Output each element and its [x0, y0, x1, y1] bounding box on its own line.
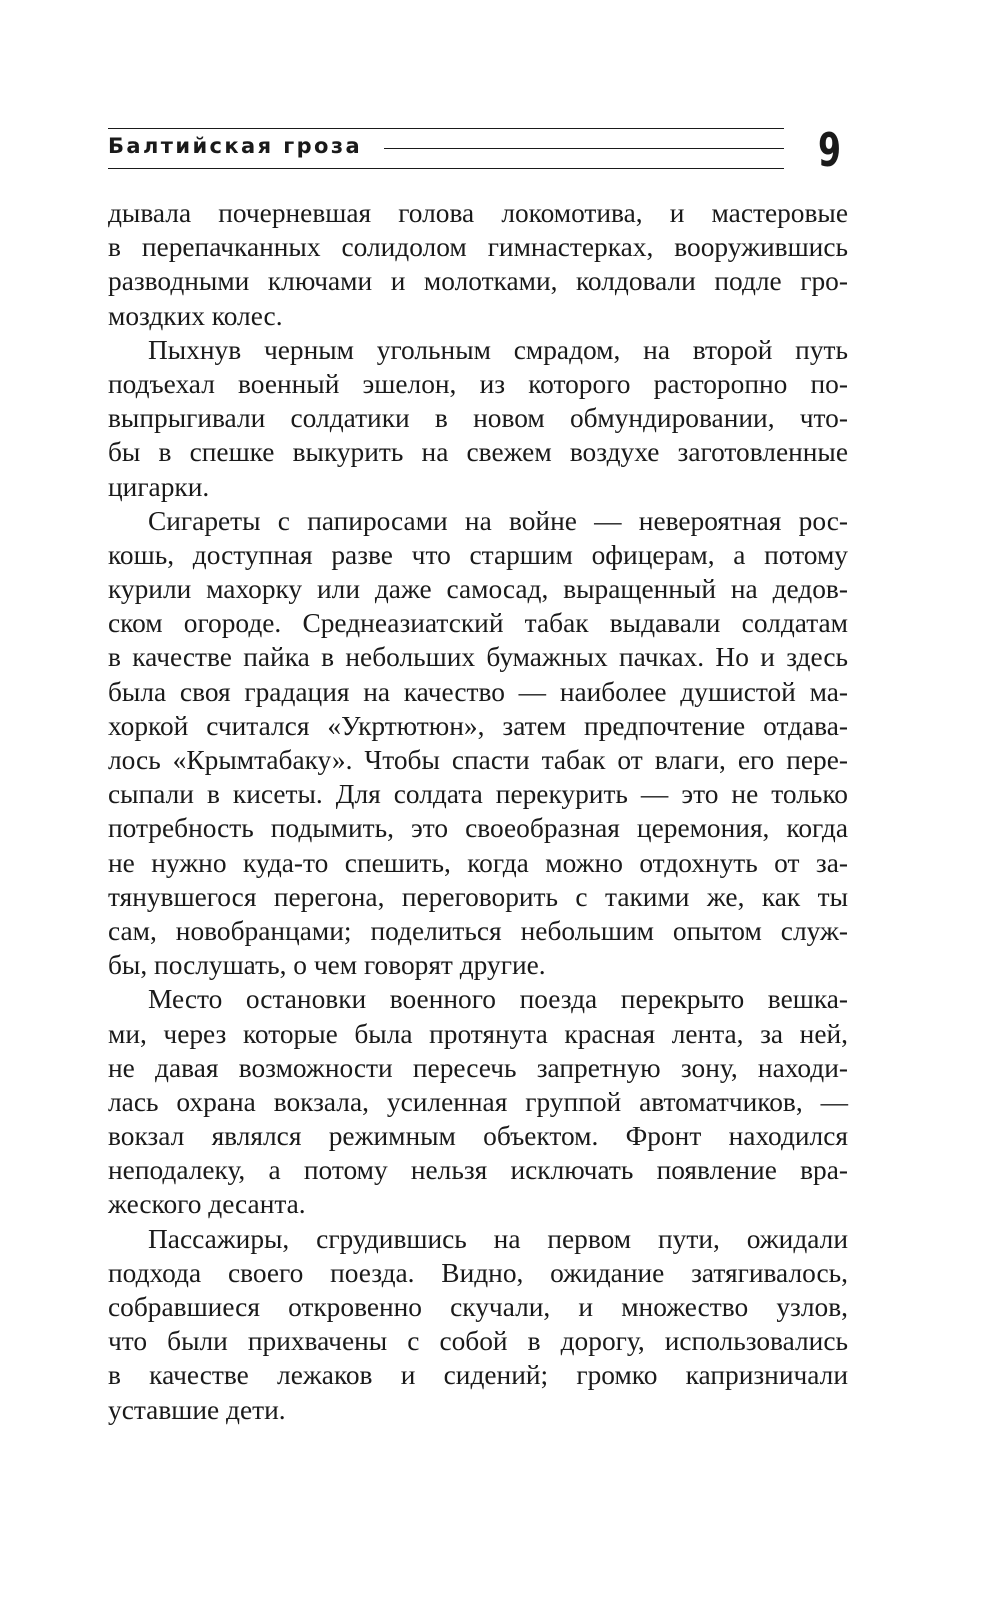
- text-line: Сигареты с папиросами на войне — невероятная рос-: [148, 505, 848, 536]
- text-line: собравшиеся откровенно скучали, и множество узлов,: [108, 1292, 848, 1322]
- paragraph: [108, 504, 848, 983]
- text-line: ском огороде. Среднеазиатский табак выдавали солдатам: [108, 608, 848, 639]
- text-line: лось «Крымтабаку». Чтобы спасти табак от влаги, его пере-: [108, 745, 848, 775]
- text-line: была своя градация на качество — наиболее душистой ма-: [108, 676, 848, 707]
- text-line: лась охрана вокзала, усиленная группой автоматчиков, —: [108, 1086, 848, 1117]
- text-line: ми, через которые была протянута красная лента, за ней,: [108, 1018, 848, 1049]
- paragraph: [108, 196, 848, 333]
- header-rule-middle: [384, 148, 784, 149]
- header-rule-top: [108, 128, 784, 129]
- paragraph: [108, 982, 848, 1221]
- header-rule-bottom: [108, 168, 784, 169]
- running-header: [108, 128, 784, 172]
- text-line: хоркой считался «Укртютюн», затем предпочтение отдава-: [108, 710, 848, 741]
- text-line: Место остановки военного поезда перекрыто вешка-: [148, 984, 848, 1015]
- text-line: не нужно куда-то спешить, когда можно отдохнуть от за-: [108, 847, 848, 878]
- text-line: кошь, доступная разве что старшим офицерам, а потому: [108, 539, 848, 570]
- text-line: не давая возможности пересечь запретную зону, находи-: [108, 1052, 848, 1083]
- text-line: что были прихвачены с собой в дорогу, использовались: [108, 1326, 848, 1357]
- text-line: дывала почерневшая голова локомотива, и мастеровые: [108, 198, 848, 228]
- text-line: бы в спешке выкурить на свежем воздухе заготовленные: [108, 437, 848, 468]
- text-line: уставшие дети.: [108, 1394, 286, 1425]
- text-line: в перепачканных солидолом гимнастерках, вооружившись: [108, 232, 848, 263]
- text-line: в качестве лежаков и сидений; громко капризничали: [108, 1360, 848, 1391]
- text-line: цигарки.: [108, 471, 210, 502]
- paragraph: [108, 1222, 848, 1427]
- text-line: тянувшегося перегона, переговорить с такими же, как ты: [108, 881, 848, 912]
- book-title: Балтийская гроза: [108, 134, 363, 158]
- text-line: моздких колес.: [108, 300, 283, 331]
- text-line: подхода своего поезда. Видно, ожидание затягивалось,: [108, 1257, 848, 1288]
- text-line: выпрыгивали солдатики в новом обмундировании, что-: [108, 403, 848, 434]
- text-line: бы, послушать, о чем говорят другие.: [108, 950, 546, 981]
- text-line: сыпали в кисеты. Для солдата перекурить — это не только: [108, 779, 848, 810]
- text-line: жеского десанта.: [108, 1189, 306, 1220]
- paragraph: [108, 333, 848, 504]
- page-number: 9: [818, 123, 842, 177]
- text-line: вокзал являлся режимным объектом. Фронт находился: [108, 1121, 848, 1152]
- text-line: неподалеку, а потому нельзя исключать появление вра-: [108, 1155, 848, 1186]
- text-line: Пассажиры, сгрудившись на первом пути, ожидали: [148, 1223, 848, 1254]
- text-line: в качестве пайка в небольших бумажных пачках. Но и здесь: [108, 642, 848, 673]
- text-line: курили махорку или даже самосад, выращенный на дедов-: [108, 574, 848, 605]
- text-line: потребность подымить, это своеобразная церемония, когда: [108, 813, 848, 844]
- text-line: сам, новобранцами; поделиться небольшим опытом служ-: [108, 915, 848, 946]
- text-line: подъехал военный эшелон, из которого расторопно по-: [108, 368, 848, 399]
- text-line: Пыхнув черным угольным смрадом, на второй путь: [148, 334, 848, 365]
- body-text: [108, 196, 848, 1427]
- text-line: разводными ключами и молотками, колдовали подле гро-: [108, 266, 848, 297]
